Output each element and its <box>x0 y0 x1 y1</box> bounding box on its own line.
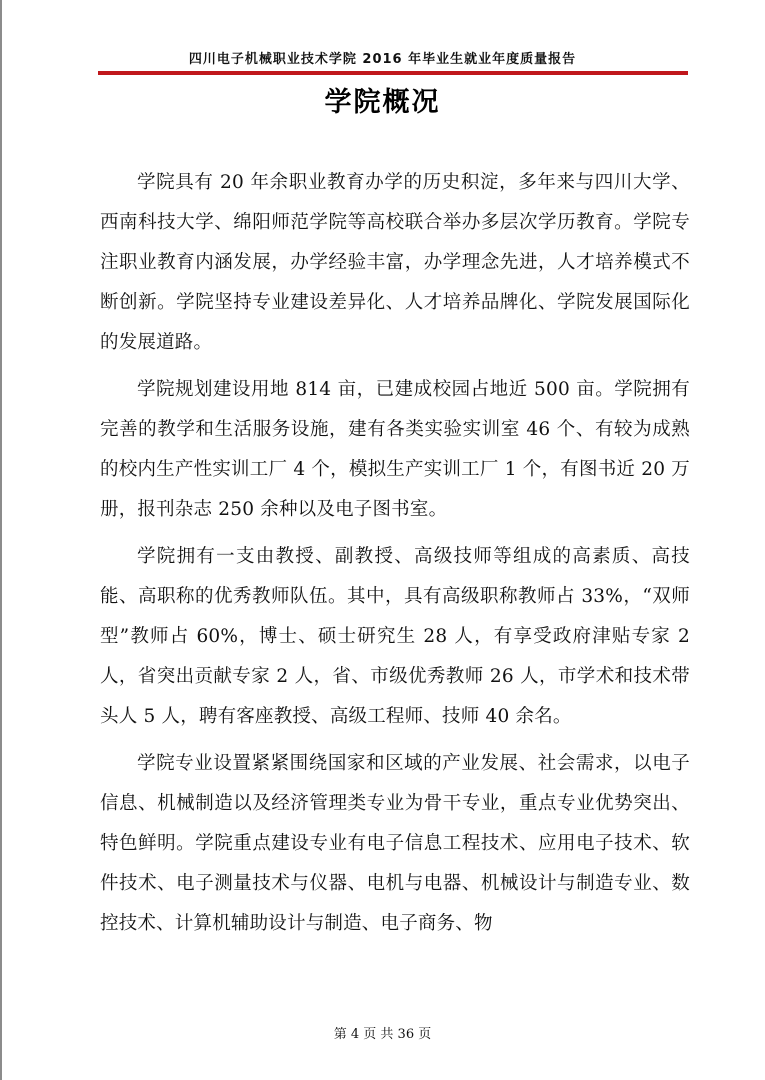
paragraph-campus: 学院规划建设用地 814 亩，已建成校园占地近 500 亩。学院拥有完善的教学和生活服务设施，建有各类实验实训室 46 个、有较为成熟的校内生产性实训工厂 4 个，模拟生产实训工厂 1 个，有图书近 20 万册，报刊杂志 250 余种以及电子图书室。 <box>100 379 690 520</box>
running-header: 四川电子机械职业技术学院 2016 年毕业生就业年度质量报告 <box>188 52 577 67</box>
paragraph-majors: 学院专业设置紧紧围绕国家和区域的产业发展、社会需求，以电子信息、机械制造以及经济管理类专业为骨干专业，重点专业优势突出、特色鲜明。学院重点建设专业有电子信息工程技术、应用电子技术、软件技术、电子测量技术与仪器、电机与电器、机械设计与制造专业、数控技术、计算机辅助设计与制造、电子商务、物 <box>100 753 690 934</box>
paragraph-history: 学院具有 20 年余职业教育办学的历史积淀，多年来与四川大学、西南科技大学、绵阳师范学院等高校联合举办多层次学历教育。学院专注职业教育内涵发展，办学经验丰富，办学理念先进，人才培养模式不断创新。学院坚持专业建设差异化、人才培养品牌化、学院发展国际化的发展道路。 <box>100 172 690 353</box>
paragraph-faculty: 学院拥有一支由教授、副教授、高级技师等组成的高素质、高技能、高职称的优秀教师队伍。其中，具有高级职称教师占 33%，“双师型”教师占 60%，博士、硕士研究生 28 人，有享受政府津贴专家 2 人，省突出贡献专家 2 人，省、市级优秀教师 26 人，市学术和技术带头人 5 人，聘有客座教授、高级工程师、技师 40 余名。 <box>100 546 690 727</box>
page-number: 第 4 页 共 36 页 <box>333 1027 432 1042</box>
page-title: 学院概况 <box>324 87 441 118</box>
document-body <box>100 163 690 951</box>
page-left-border <box>0 0 2 1080</box>
header-rule <box>98 71 688 75</box>
